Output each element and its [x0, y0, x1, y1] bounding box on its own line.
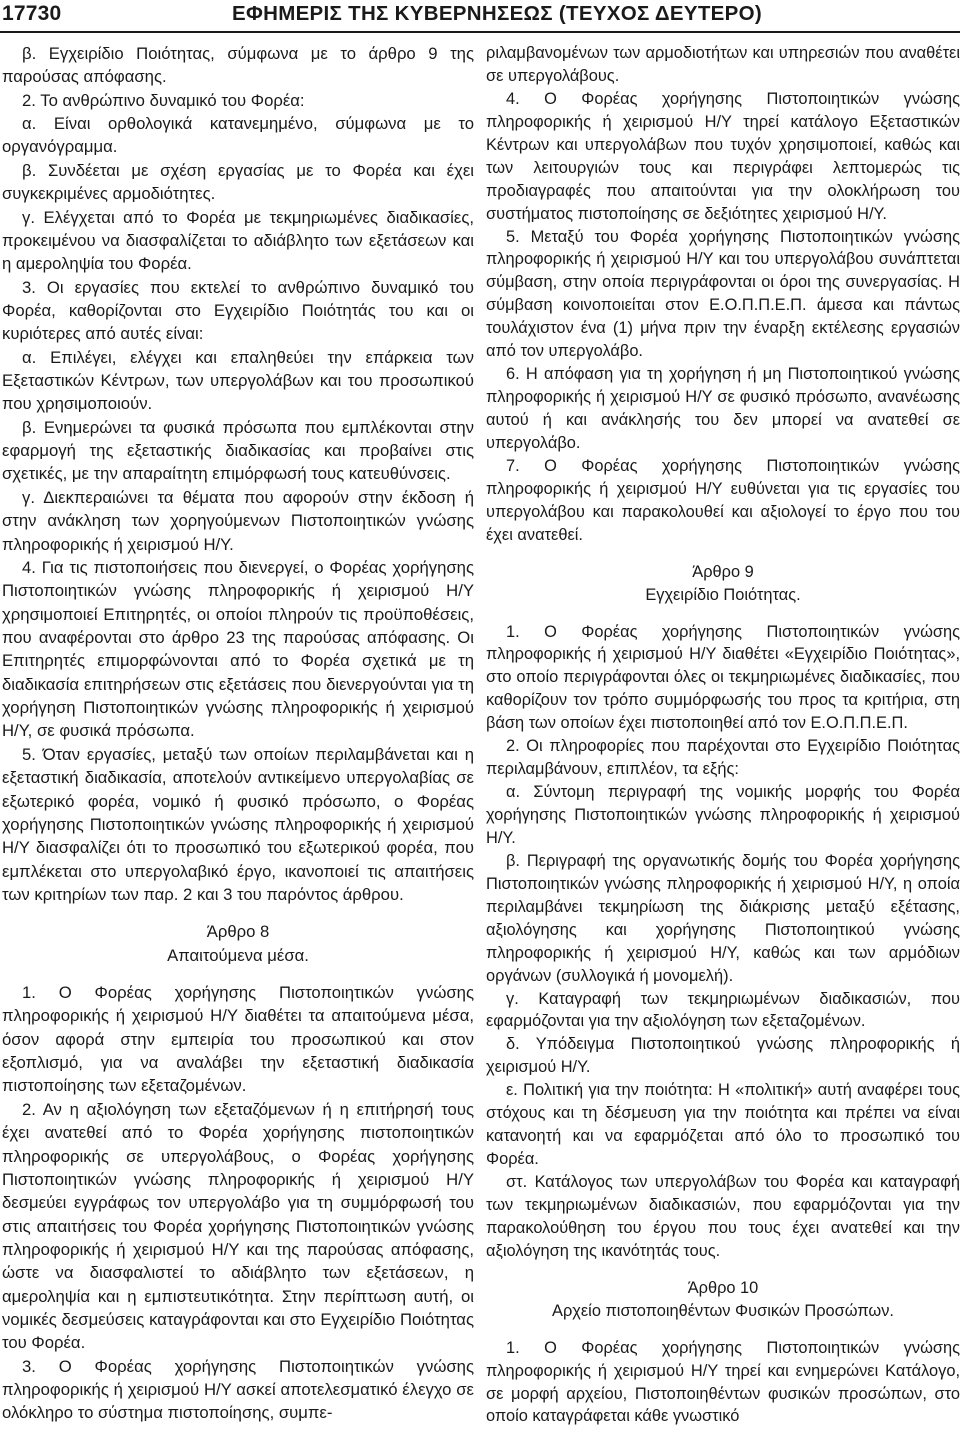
article-number: Άρθρο 9 — [692, 562, 754, 581]
paragraph: 1. Ο Φορέας χορήγησης Πιστοποιητικών γνώσης πληροφορικής ή χειρισμού Η/Υ τηρεί και ενημερώνει Κατάλογο, σε μορφή αρχείου, Πιστοποιηθέντων φυσικών προσώπων, στο οποίο καταγράφεται κάθε γνωστικό — [486, 1338, 960, 1426]
left-column — [2, 42, 474, 1425]
paragraph: δ. Υπόδειγμα Πιστοποιητικού γνώσης πληροφορικής ή χειρισμού Η/Υ. — [486, 1035, 960, 1077]
paragraph: 2. Οι πληροφορίες που παρέχονται στο Εγχειρίδιο Ποιότητας περιλαμβάνουν, επιπλέον, τα εξής: — [486, 737, 960, 779]
paragraph: 1. Ο Φορέας χορήγησης Πιστοποιητικών γνώσης πληροφορικής ή χειρισμού Η/Υ διαθέτει τα απαιτούμενα μέσα, όσον αφορά στην εμπειρία του προσωπικού και στον εξοπλισμό, για να αναλάβει την εξεταστική διαδικασία πιστοποίησης των εξεταζομένων. — [2, 983, 474, 1096]
paragraph: β. Εγχειρίδιο Ποιότητας, σύμφωνα με το άρθρο 9 της παρούσας απόφασης. — [2, 44, 474, 87]
paragraph: ριλαμβανομένων των αρμοδιοτήτων και υπηρεσιών που αναθέτει σε υπεργολάβους. — [486, 44, 960, 85]
paragraph: στ. Κατάλογος των υπεργολάβων του Φορέα και καταγραφή των τεκμηριωμένων διαδικασιών, που εφαρμόζονται για την παρακολούθηση του έργου που τους έχει ανατεθεί και την αξιολόγηση της ικανότητάς τους. — [486, 1173, 960, 1260]
paragraph: 5. Όταν εργασίες, μεταξύ των οποίων περιλαμβάνεται και η εξεταστική διαδικασία, αποτελούν αντικείμενο υπεργολαβίας σε εξωτερικό φορέα, νομικό ή φυσικό πρόσωπο, ο Φορέας χορήγησης Πιστοποιητικών γνώσης πληροφορικής ή χειρισμού Η/Υ διασφαλίζει ότι το προσωπικό του εξωτερικού φορέα, που εμπλέκεται στο υπεργολαβικό έργο, ικανοποιεί τις απαιτήσεις των κριτηρίων των παρ. 2 και 3 του παρόντος άρθρου. — [2, 744, 474, 904]
paragraph: 2. Αν η αξιολόγηση των εξεταζόμενων ή η επιτήρησή τους έχει ανατεθεί από το Φορέα χορήγησης πιστοποιητικών πληροφορικής σε υπεργολάβους, ο Φορέας χορήγησης Πιστοποιητικών γνώσης πληροφορικής ή χειρισμού Η/Υ δεσμεύει εγγράφως τον υπεργολάβο για τη συμμόρφωσή του στις απαιτήσεις του Φορέα χορήγησης Πιστοποιητικών γνώσης πληροφορικής ή χειρισμού Η/Υ και της παρούσας απόφασης, ώστε να διασφαλιστεί το αδιάβλητο των εξετάσεων, η αμεροληψία και η εμπιστευτικότητα. Στην περίπτωση αυτή, οι νομικές δεσμεύσεις καταγράφονται και στο Εγχειρίδιο Ποιότητας του Φορέα. — [2, 1099, 474, 1353]
paragraph: 4. Για τις πιστοποιήσεις που διενεργεί, ο Φορέας χορήγησης Πιστοποιητικών γνώσης πληροφορικής ή χειρισμού Η/Υ χρησιμοποιεί Επιτηρητές, οι οποίοι πληρούν τις προϋποθέσεις, που αναφέρονται στο άρθρο 23 της παρούσας απόφασης. Οι Επιτηρητές επιμορφώνονται από το Φορέα σχετικά με τη διαδικασία επιτηρήσεων στις εξετάσεις που διενεργούνται για τη χορήγηση Πιστοποιητικών γνώσης πληροφορικής ή χειρισμού Η/Υ, σε φυσικά πρόσωπα. — [2, 557, 474, 741]
paragraph: γ. Καταγραφή των τεκμηριωμένων διαδικασιών, που εφαρμόζονται για την αξιολόγηση των εξεταζομένων. — [486, 989, 960, 1031]
article-number: Άρθρο 8 — [206, 922, 270, 942]
paragraph: 6. Η απόφαση για τη χορήγηση ή μη Πιστοποιητικού γνώσης πληροφορικής ή χειρισμού Η/Υ σε φυσικό πρόσωπο, ανανέωσης αυτού ή και ανάκλησής του δεν μπορεί να ανατεθεί σε υπεργολάβο. — [486, 365, 960, 452]
article-title: Αρχείο πιστοποιηθέντων Φυσικών Προσώπων. — [552, 1301, 894, 1320]
article-title: Απαιτούμενα μέσα. — [167, 945, 309, 965]
right-column — [486, 42, 960, 1428]
paragraph: γ. Ελέγχεται από το Φορέα με τεκμηριωμένες διαδικασίες, προκειμένου να διασφαλίζεται το αδιάβλητο των εξετάσεων και η αμεροληψία του Φορέα. — [2, 207, 474, 274]
paragraph: α. Επιλέγει, ελέγχει και επαληθεύει την επάρκεια των Εξεταστικών Κέντρων, των υπεργολάβων και του προσωπικού που χρησιμοποιούν. — [2, 347, 474, 414]
paragraph: 5. Μεταξύ του Φορέα χορήγησης Πιστοποιητικών γνώσης πληροφορικής ή χειρισμού Η/Υ και του υπεργολάβου συνάπτεται σύμβαση, στην οποία περιγράφονται οι όροι της συνεργασίας. Η σύμβαση κοινοποιείται στον Ε.Ο.Π.Π.Ε.Π. άμεσα και πάντως τουλάχιστον ένα (1) μήνα πριν την έναρξη εκτέλεσης εργασιών από τον υπεργολάβο. — [486, 227, 960, 361]
paragraph: 3. Οι εργασίες που εκτελεί το ανθρώπινο δυναμικό του Φορέα, καθορίζονται στο Εγχειρίδιο Ποιότητάς του και οι κυριότερες από αυτές είναι: — [2, 277, 474, 344]
paragraph: 4. Ο Φορέας χορήγησης Πιστοποιητικών γνώσης πληροφορικής ή χειρισμού Η/Υ τηρεί κατάλογο Εξεταστικών Κέντρων και υπεργολάβων που τυχόν χρησιμοποιεί, καθώς και των λειτουργιών τους και περιγράφει λεπτομερώς τις προδιαγραφές που απαιτούνται για την ολοκλήρωση του συστήματος πιστοποίησης σε δεξιότητες χειρισμού Η/Υ. — [486, 89, 960, 223]
paragraph: γ. Διεκπεραιώνει τα θέματα που αφορούν στην έκδοση ή στην ανάκληση των χορηγούμενων Πιστοποιητικών γνώσης πληροφορικής ή χειρισμού Η/Υ. — [2, 487, 474, 554]
paragraph: 1. Ο Φορέας χορήγησης Πιστοποιητικών γνώσης πληροφορικής ή χειρισμού Η/Υ διαθέτει «Εγχειρίδιο Ποιότητας», στο οποίο περιγράφονται όλες οι τεκμηριωμένες διαδικασίες, που καθορίζουν τον τρόπο συμμόρφωσής του προς τα κριτήρια, στη βάση των οποίων έχει πιστοποιηθεί από τον Ε.Ο.Π.Π.Ε.Π. — [486, 622, 960, 733]
paragraph: β. Ενημερώνει τα φυσικά πρόσωπα που εμπλέκονται στην εφαρμογή της εξεταστικής διαδικασίας και προβαίνει στις σχετικές, με την απαραίτητη επιμόρφωσή τους κατευθύνσεις. — [2, 417, 474, 484]
header-rule — [0, 31, 960, 33]
article-number: Άρθρο 10 — [687, 1278, 759, 1297]
page-number: 17730 — [2, 2, 62, 25]
paragraph: α. Είναι ορθολογικά κατανεμημένο, σύμφωνα με το οργανόγραμμα. — [2, 114, 474, 157]
article-title: Εγχειρίδιο Ποιότητας. — [645, 585, 801, 604]
paragraph: α. Σύντομη περιγραφή της νομικής μορφής του Φορέα χορήγησης Πιστοποιητικών γνώσης πληροφορικής ή χειρισμού Η/Υ. — [486, 783, 960, 847]
paragraph: β. Περιγραφή της οργανωτικής δομής του Φορέα χορήγησης Πιστοποιητικών γνώσης πληροφορικής ή χειρισμού Η/Υ, η οποία περιλαμβάνει τεκμηρίωση της διάκρισης μεταξύ εξέτασης, αξιολόγησης και χορήγησης Πιστοποιητικού γνώσης πληροφορικής ή χειρισμού Η/Υ, καθώς και των αρμόδιων οργάνων (συλλογικά ή μονομελή). — [486, 851, 960, 985]
paragraph: 7. Ο Φορέας χορήγησης Πιστοποιητικών γνώσης πληροφορικής ή χειρισμού Η/Υ ευθύνεται για τις εργασίες του υπεργολάβου και παρακολουθεί και αξιολογεί το έργο που του έχει ανατεθεί. — [486, 456, 960, 544]
paragraph: β. Συνδέεται με σχέση εργασίας με το Φορέα και έχει συγκεκριμένες αρμοδιότητες. — [2, 160, 474, 204]
paragraph: 3. Ο Φορέας χορήγησης Πιστοποιητικών γνώσης πληροφορικής ή χειρισμού Η/Υ ασκεί αποτελεσματικό έλεγχο σε ολόκληρο το σύστημα πιστοποίησης, συμπε- — [2, 1356, 474, 1423]
gazette-title: ΕΦΗΜΕΡΙΣ ΤΗΣ ΚΥΒΕΡΝΗΣΕΩΣ (ΤΕΥΧΟΣ ΔΕΥΤΕΡΟ) — [232, 2, 762, 25]
paragraph: ε. Πολιτική για την ποιότητα: Η «πολιτική» αυτή αναφέρει τους στόχους και τη δέσμευση για την ποιότητα και πρέπει να είναι κατανοητή και να εφαρμόζεται από όλο το προσωπικό του Φορέα. — [486, 1081, 960, 1169]
paragraph: 2. Το ανθρώπινο δυναμικό του Φορέα: — [22, 90, 305, 110]
page-header — [0, 0, 960, 34]
